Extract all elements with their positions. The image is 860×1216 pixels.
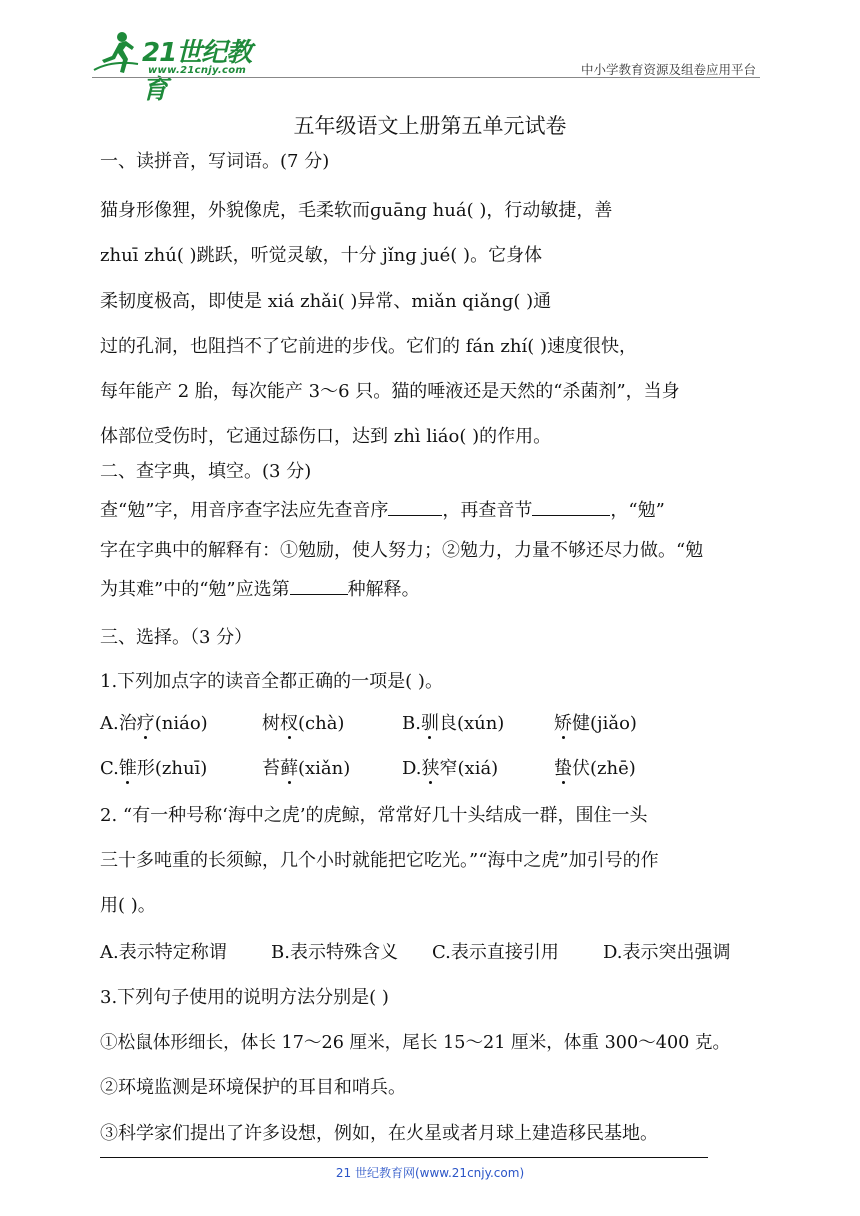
q2-option-b: B.表示特殊含义 (271, 942, 398, 963)
dotted-char: 杈 (280, 713, 298, 734)
page-header (0, 0, 860, 105)
footer-text: 21 世纪教育网(www.21cnjy.com) (335, 1166, 525, 1180)
option-text: 伏(zhē) (572, 758, 636, 779)
question-2-line-2: 三十多吨重的长须鲸，几个小时就能把它吃光。”“海中之虎”加引号的作 (100, 850, 659, 871)
q1-option-a2 (262, 709, 344, 735)
logo-url: www.21cnjy.com (148, 65, 247, 76)
q1-option-b (402, 709, 504, 735)
option-text: C. (100, 758, 119, 779)
question-3: 3.下列句子使用的说明方法分别是( ) (100, 987, 389, 1008)
section-3-heading: 三、选择。（3 分） (100, 627, 253, 648)
section-1-line-6: 体部位受伤时，它通过舔伤口，达到 zhì liáo( )的作用。 (100, 426, 552, 447)
option-text: 树 (262, 713, 280, 734)
q1-option-a (100, 709, 208, 735)
q1-option-c2 (262, 754, 350, 780)
option-text: (xiǎn) (298, 758, 351, 779)
option-text: B. (402, 713, 421, 734)
section-2-line-2: 字在字典中的解释有：①勉励，使人努力；②勉力，力量不够还尽力做。“勉 (100, 540, 704, 561)
dotted-char: 蛰 (554, 758, 572, 779)
section-2-line-1-part-c: ，“勉” (610, 500, 665, 521)
answer-blank[interactable] (532, 497, 610, 516)
dotted-char: 狭 (421, 758, 440, 779)
dotted-char: 驯 (420, 713, 439, 734)
section-2-line-1 (100, 496, 665, 522)
platform-name: 中小学教育资源及组卷应用平台 (580, 62, 756, 77)
option-text: (niáo) (154, 713, 208, 734)
question-2-line-1: 2. “有一种号称‘海中之虎’的虎鲸，常常好几十头结成一群，围住一头 (100, 805, 648, 826)
option-text: D. (402, 758, 422, 779)
dotted-char: 疗 (136, 713, 155, 734)
section-1-line-1: 猫身形像狸，外貌像虎，毛柔软而ɡuānɡ huá( )，行动敏捷，善 (100, 200, 613, 221)
section-2-line-3 (100, 575, 420, 601)
section-1-line-2: zhuī zhú( )跳跃，听觉灵敏，十分 jǐnɡ jué( )。它身体 (100, 245, 543, 266)
option-text: 良(xún) (438, 713, 505, 734)
q2-option-a: A.表示特定称谓 (100, 942, 227, 963)
option-text: 苔 (262, 758, 280, 779)
question-1: 1.下列加点字的读音全都正确的一项是( )。 (100, 671, 443, 692)
logo-text: 21世纪教育 (142, 38, 252, 105)
section-2-line-3-part-b: 种解释。 (347, 579, 420, 600)
answer-blank[interactable] (388, 497, 442, 516)
dotted-char: 锥 (118, 758, 137, 779)
q2-option-c: C.表示直接引用 (432, 942, 559, 963)
q1-option-d2 (554, 754, 636, 780)
section-1-line-4: 过的孔洞，也阻挡不了它前进的步伐。它们的 fán zhí( )速度很快， (100, 336, 638, 357)
q1-option-b2 (554, 709, 637, 735)
section-1-line-3: 柔韧度极高，即使是 xiá zhǎi( )异常、miǎn qiǎnɡ( )通 (100, 291, 552, 312)
q1-option-d (402, 754, 498, 780)
question-2-line-3: 用( )。 (100, 895, 156, 916)
section-2-heading: 二、查字典，填空。(3 分) (100, 461, 312, 482)
option-text: (chà) (298, 713, 345, 734)
section-1-line-5: 每年能产 2 胎，每次能产 3～6 只。猫的唾液还是天然的“杀菌剂”，当身 (100, 381, 680, 402)
site-logo (92, 30, 272, 105)
option-text: 形(zhuī) (136, 758, 208, 779)
section-2-line-1-part-b: ，再查音节 (442, 500, 533, 521)
runner-logo-icon (92, 30, 140, 76)
option-text: 健(jiǎo) (572, 713, 637, 734)
dotted-char: 矫 (554, 713, 572, 734)
q1-option-c (100, 754, 207, 780)
q3-item-3: ③科学家们提出了许多设想，例如，在火星或者月球上建造移民基地。 (100, 1123, 658, 1144)
section-2-line-3-part-a: 为其难”中的“勉”应选第 (100, 579, 290, 600)
header-divider (92, 77, 760, 78)
section-2-line-1-part-a: 查“勉”字，用音序查字法应先查音序 (100, 500, 389, 521)
q3-item-1: ①松鼠体形细长，体长 17～26 厘米，尾长 15～21 厘米，体重 300～400 克。 (100, 1033, 731, 1053)
section-1-heading: 一、读拼音，写词语。(7 分) (100, 151, 330, 172)
q2-option-d: D.表示突出强调 (603, 942, 731, 963)
option-text: A.治 (100, 713, 137, 734)
page-title: 五年级语文上册第五单元试卷 (293, 114, 567, 138)
answer-blank[interactable] (290, 576, 348, 595)
dotted-char: 藓 (280, 758, 298, 779)
option-text: 窄(xiá) (439, 758, 499, 779)
footer-divider (100, 1157, 708, 1158)
q3-item-2: ②环境监测是环境保护的耳目和哨兵。 (100, 1077, 406, 1098)
